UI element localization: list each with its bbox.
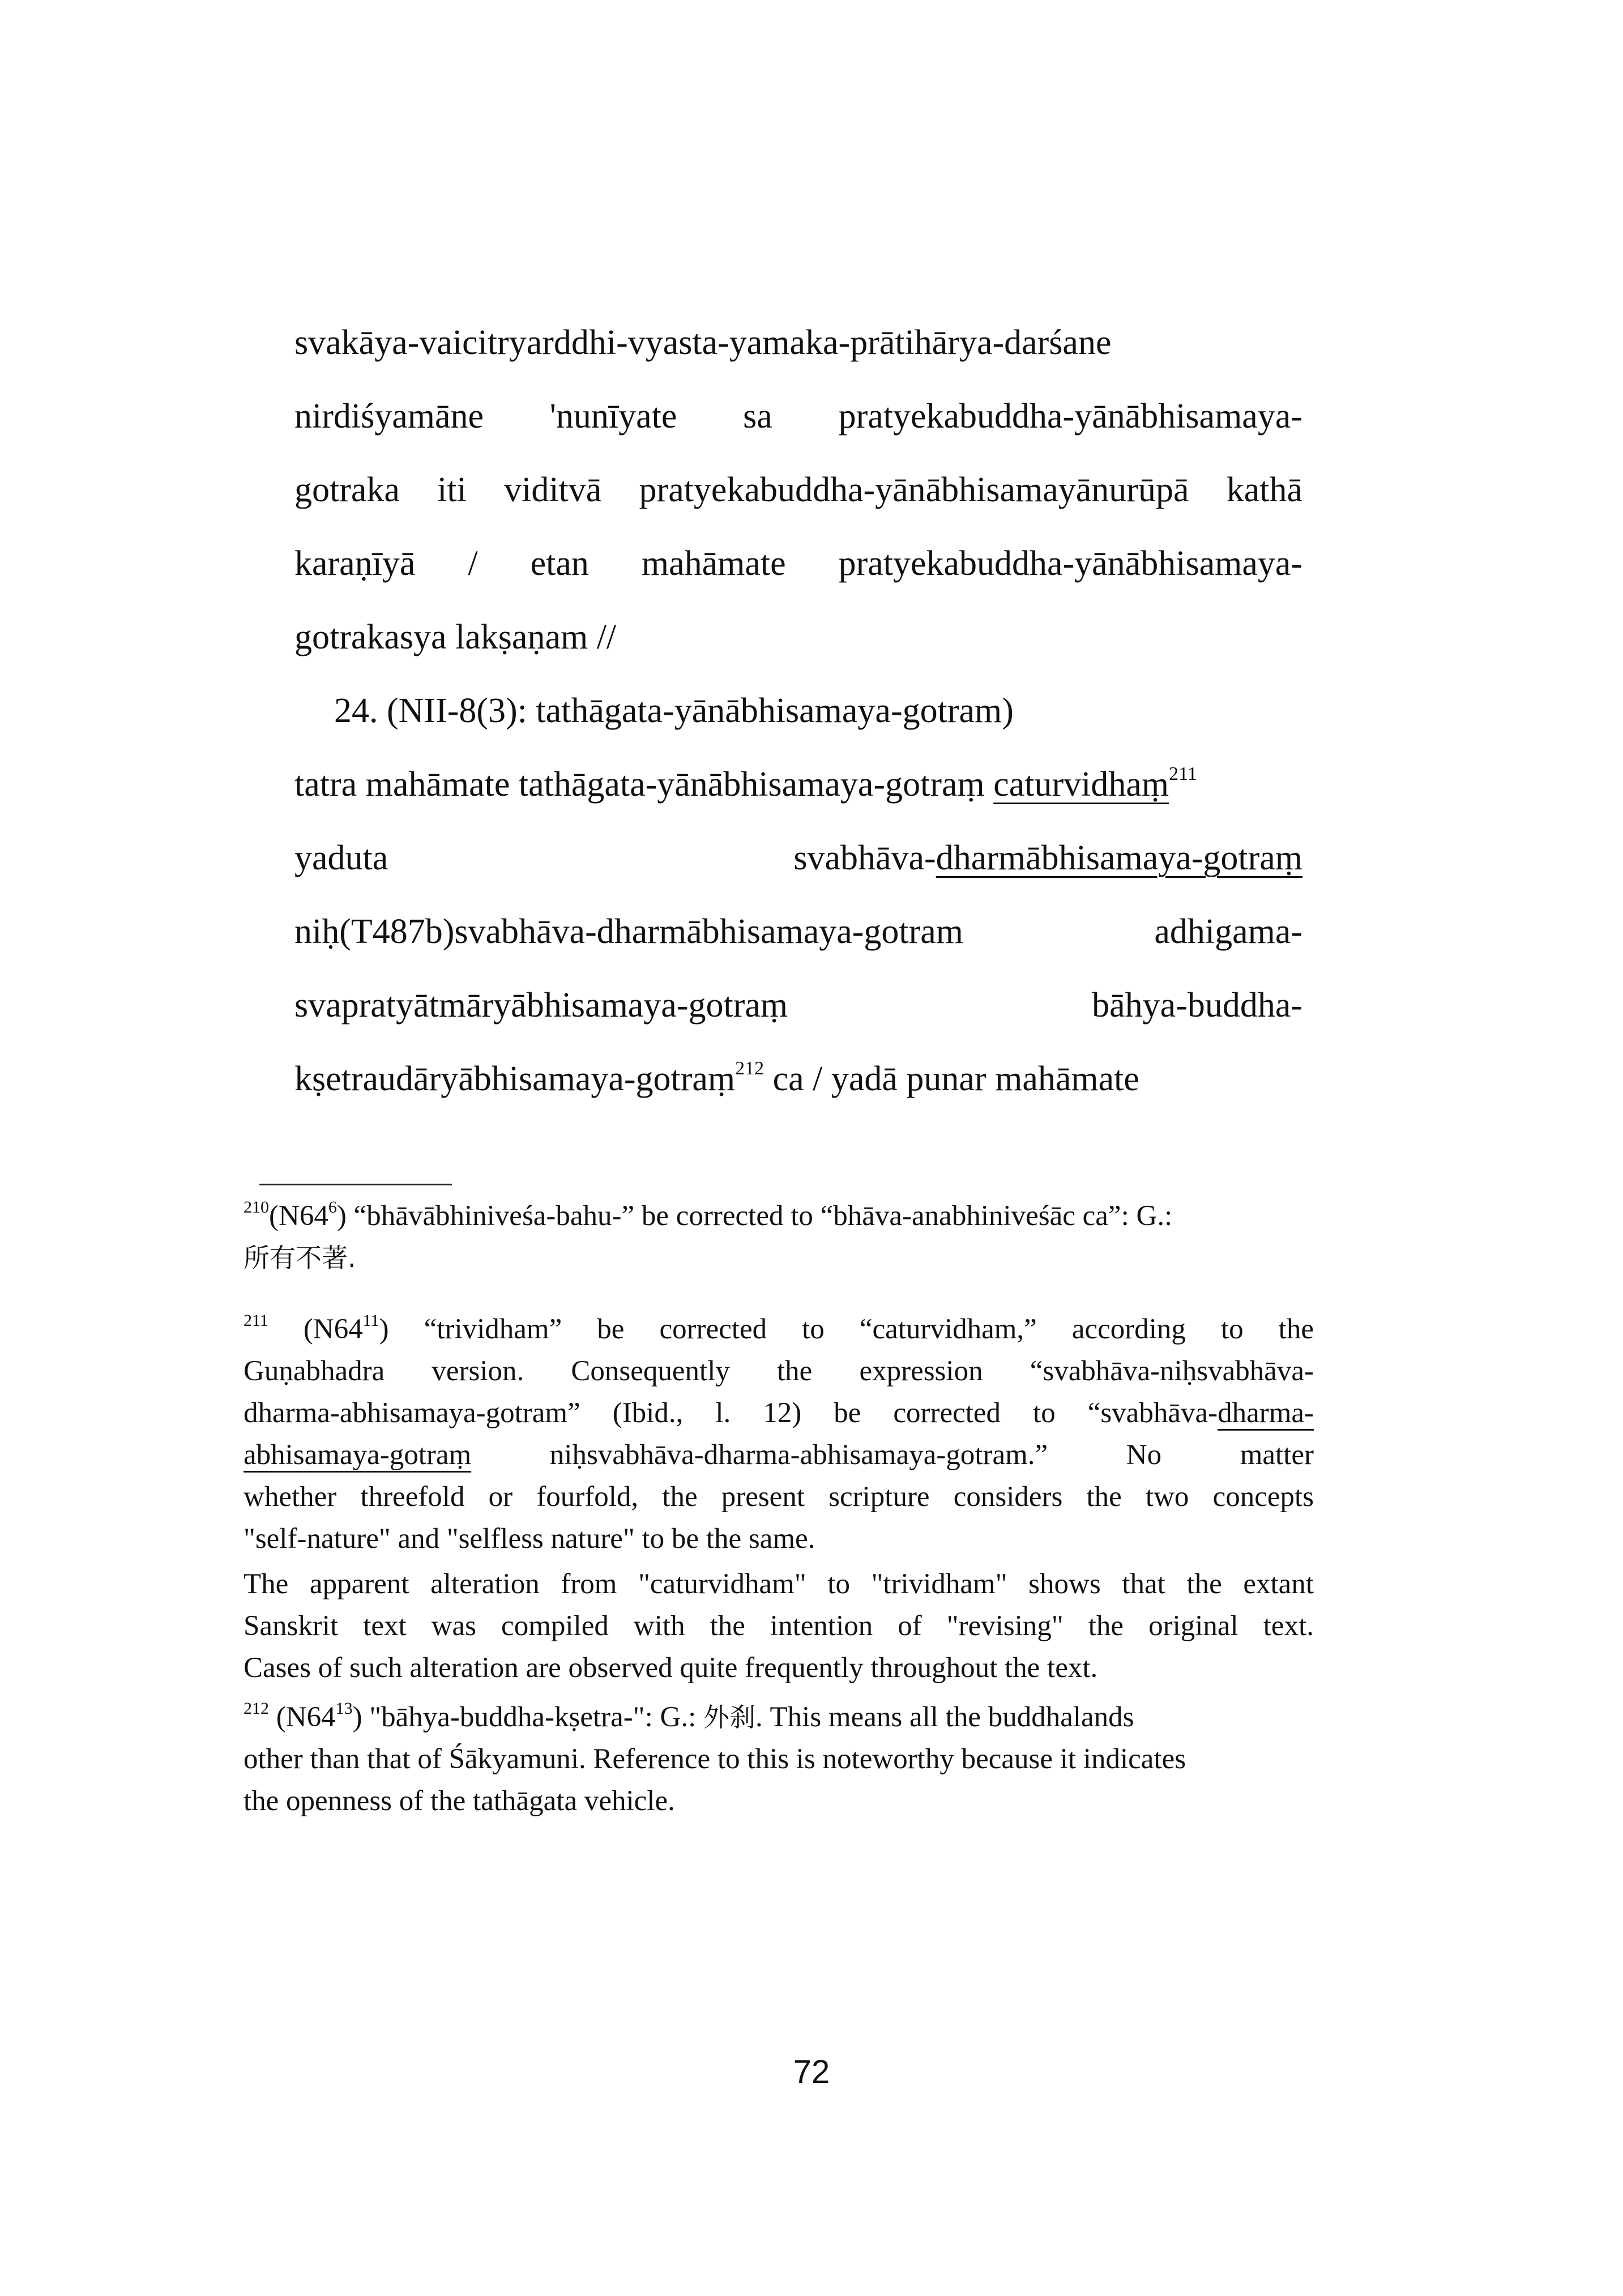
text-line-9: niḥ(T487b)svabhāva-dharmābhisamaya-gotram adhigama- <box>294 912 1302 951</box>
footnote-line: other than that of Śākyamuni. Reference to this is noteworthy because it indicates <box>244 1743 1186 1775</box>
footnote-line: Sanskrit text was compiled with the intention of "revising" the original text. <box>244 1610 1314 1642</box>
underlined-term: dharmābhisamaya-gotraṃ <box>936 839 1302 877</box>
underlined-term: dharma- <box>1218 1397 1314 1429</box>
footnote-line <box>244 1308 1314 1350</box>
section-heading: 24. (NII-8(3): tathāgata-yānābhisamaya-gotram) <box>334 692 1014 730</box>
text-segment: ) “bhāvābhiniveśa-bahu-” be corrected to “bhāva-anabhiniveśāc ca”: G.: <box>336 1200 1173 1232</box>
text-segment: (N64 <box>269 1701 336 1733</box>
footnote-line <box>244 1392 1314 1434</box>
text-segment: yaduta <box>294 839 388 877</box>
text-segment: niḥsvabhāva-dharma-abhisamaya-gotram.” No matter <box>471 1439 1314 1471</box>
footnote-ref-212: 212 <box>735 1058 764 1079</box>
superscript: 13 <box>335 1699 353 1718</box>
text-line-1: svakāya-vaicitryarddhi-vyasta-yamaka-prātihārya-darśane <box>294 323 1112 362</box>
page-number: 72 <box>793 2054 830 2090</box>
text-segment: tatra mahāmate tathāgata-yānābhisamaya-gotraṃ <box>294 765 994 804</box>
footnote-line: Guṇabhadra version. Consequently the expression “svabhāva-niḥsvabhāva- <box>244 1355 1314 1387</box>
footnote-line <box>244 1696 1314 1738</box>
footnote-line: Cases of such alteration are observed quite frequently throughout the text. <box>244 1652 1098 1684</box>
footnote-ref-211: 211 <box>1169 763 1197 784</box>
footnote-line: whether threefold or fourfold, the present scripture considers the two concepts <box>244 1481 1314 1513</box>
text-line-11 <box>294 1053 1302 1104</box>
underlined-term: caturvidhaṃ <box>993 765 1169 804</box>
footnote-line: The apparent alteration from "caturvidham" to "trividham" shows that the extant <box>244 1568 1314 1600</box>
footnote-line <box>244 1195 1314 1237</box>
superscript: 6 <box>328 1198 337 1217</box>
text-segment: ) "bāhya-buddha-kṣetra-": G.: <box>352 1701 703 1733</box>
text-line-7 <box>294 759 1302 810</box>
text-segment: ) “trividham” be corrected to “caturvidham,” according to the <box>379 1313 1314 1345</box>
underlined-term: abhisamaya-gotraṃ <box>244 1439 472 1471</box>
text-segment: dharma-abhisamaya-gotram” (Ibid., l. 12) be corrected to “svabhāva- <box>244 1397 1218 1429</box>
text-segment: (N64 <box>268 1313 363 1345</box>
text-line-3: gotraka iti viditvā pratyekabuddha-yānābhisamayānurūpā kathā <box>294 471 1302 509</box>
text-line-10: svapratyātmāryābhisamaya-gotraṃ bāhya-buddha- <box>294 986 1302 1025</box>
footnote-line <box>244 1434 1314 1476</box>
text-line-5: gotrakasya lakṣaṇam // <box>294 618 617 656</box>
text-line-8 <box>294 833 1302 884</box>
text-segment: . This means all the buddhalands <box>755 1701 1134 1733</box>
footnote-line: 所有不著. <box>244 1243 356 1273</box>
footnote-number: 211 <box>244 1311 268 1330</box>
superscript: 11 <box>362 1311 379 1330</box>
footnote-separator <box>259 1184 452 1185</box>
cjk-text: 外刹 <box>703 1702 755 1732</box>
text-segment: (N64 <box>269 1200 328 1232</box>
footnote-number: 212 <box>244 1699 269 1718</box>
text-line-4: karaṇīyā / etan mahāmate pratyekabuddha-yānābhisamaya- <box>294 544 1302 583</box>
text-line-2: nirdiśyamāne 'nunīyate sa pratyekabuddha-yānābhisamaya- <box>294 397 1302 436</box>
text-segment: svabhāva- <box>793 839 936 877</box>
text-segment-right <box>793 833 1302 884</box>
text-segment: kṣetraudāryābhisamaya-gotraṃ <box>294 1060 736 1098</box>
footnote-line: the openness of the tathāgata vehicle. <box>244 1785 675 1817</box>
footnote-number: 210 <box>244 1198 269 1217</box>
text-segment: ca / yadā punar mahāmate <box>764 1060 1139 1098</box>
footnote-line: "self-nature" and "selfless nature" to be the same. <box>244 1523 815 1555</box>
